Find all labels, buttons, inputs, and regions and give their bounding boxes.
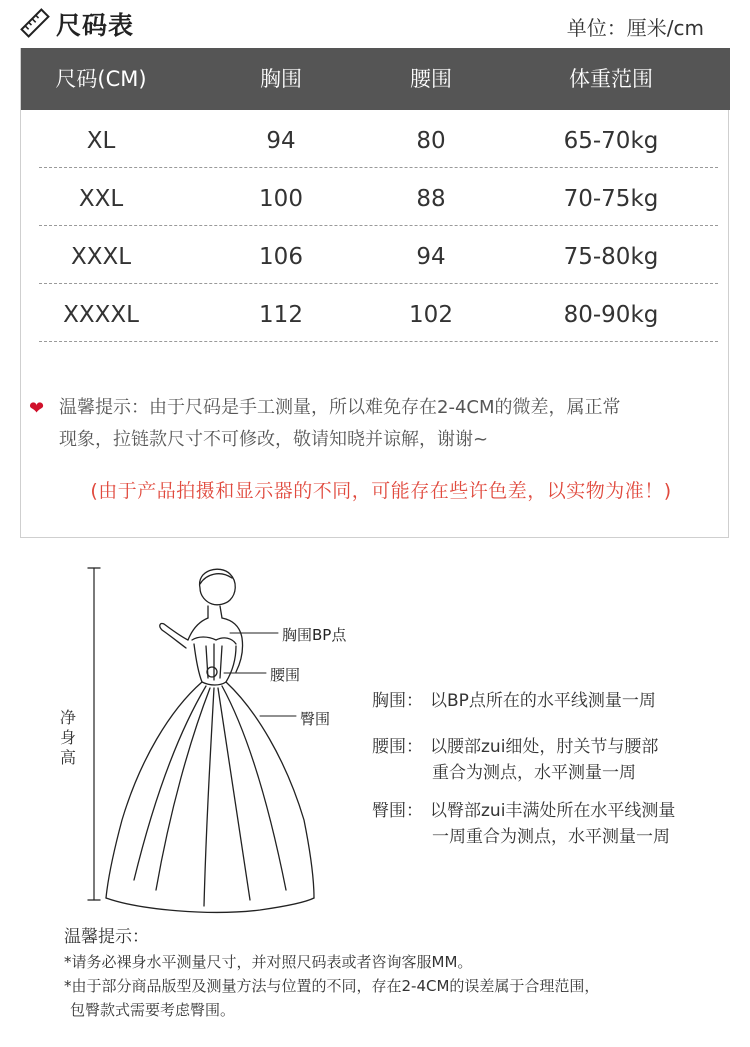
cell-weight: 80-90kg: [563, 302, 659, 328]
hip-label: 臀围: [300, 710, 331, 728]
cell-weight: 75-80kg: [563, 244, 659, 270]
hip-line-1: 以臀部zui丰满处所在水平线测量: [430, 801, 676, 821]
bottom-heading: 温馨提示：: [64, 927, 149, 947]
cell-size: XXXXL: [63, 302, 139, 328]
unit-label: 单位：厘米/cm: [566, 16, 704, 40]
bust-line-1: 以BP点所在的水平线测量一周: [430, 691, 656, 711]
header: [0, 0, 750, 48]
bottom-line-3: 包臀款式需要考虑臀围。: [70, 1001, 236, 1019]
cell-bust: 94: [266, 128, 296, 154]
header-size: 尺码(CM): [55, 67, 147, 91]
bottom-line-2: *由于部分商品版型及测量方法与位置的不同，存在2-4CM的误差属于合理范围，: [64, 977, 600, 995]
bottom-tips: [64, 924, 724, 1022]
table-row: [21, 168, 730, 226]
cell-size: XXXL: [70, 244, 132, 270]
waist-line-2: 重合为测点，水平测量一周: [432, 763, 636, 783]
page-title: 尺码表: [56, 11, 135, 40]
bust-point-label: 胸围BP点: [282, 626, 347, 644]
tip-line-1: 温馨提示：由于尺码是手工测量，所以难免存在2-4CM的微差，属正常: [59, 397, 621, 418]
header-waist: 腰围: [410, 67, 452, 91]
cell-waist: 88: [416, 186, 446, 212]
tip-text: [59, 392, 709, 456]
cell-weight: 70-75kg: [563, 186, 659, 212]
cell-waist: 94: [416, 244, 446, 270]
bust-key: 胸围：: [372, 691, 423, 711]
waist-label: 腰围: [270, 666, 301, 684]
hip-key: 臀围：: [372, 801, 423, 821]
cell-size: XL: [86, 128, 116, 154]
waist-description: [372, 734, 658, 786]
hip-description: [372, 798, 675, 850]
header-weight: 体重范围: [569, 67, 653, 91]
height-label: 净身高: [60, 708, 77, 767]
bottom-line-1: *请务必裸身水平测量尺寸，并对照尺码表或者咨询客服MM。: [64, 953, 473, 971]
cell-bust: 112: [259, 302, 303, 328]
cell-size: XXL: [78, 186, 124, 212]
waist-key: 腰围：: [372, 737, 423, 757]
cell-waist: 102: [409, 302, 453, 328]
header-bust: 胸围: [260, 67, 302, 91]
row-divider: [39, 341, 718, 342]
table-row: [21, 284, 730, 342]
hip-line-2: 一周重合为测点，水平测量一周: [432, 827, 670, 847]
tip-line-2: 现象，拉链款尺寸不可修改，敬请知晓并谅解，谢谢~: [59, 429, 489, 450]
size-chart-card: [20, 48, 729, 538]
bust-description: [372, 688, 656, 714]
color-note: (由于产品拍摄和显示器的不同，可能存在些许色差，以实物为准！): [90, 480, 672, 502]
ruler-icon: [20, 8, 50, 38]
waist-line-1: 以腰部zui细处，肘关节与腰部: [430, 737, 659, 757]
heart-icon: ❤: [29, 398, 45, 419]
cell-bust: 106: [259, 244, 303, 270]
table-row: [21, 110, 730, 168]
table-header: [21, 48, 730, 110]
table-row: [21, 226, 730, 284]
cell-weight: 65-70kg: [563, 128, 659, 154]
cell-waist: 80: [416, 128, 446, 154]
ball-gown-sketch: [60, 560, 380, 920]
cell-bust: 100: [259, 186, 303, 212]
